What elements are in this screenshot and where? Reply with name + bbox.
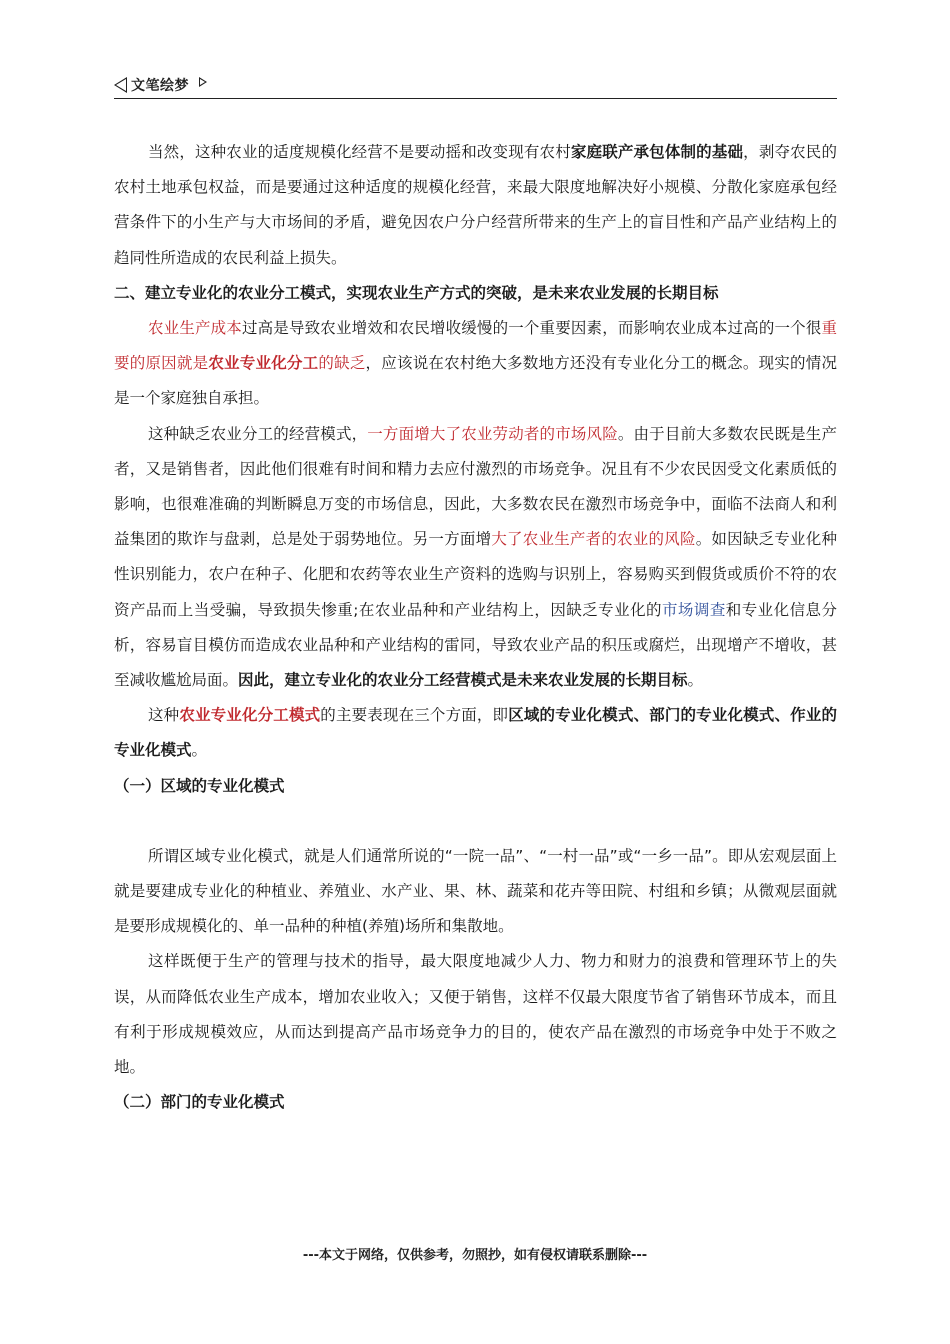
triangle-right-icon — [199, 77, 207, 87]
text-run: ，应该说在农村绝大多数地方还没有专业化分工的概念。现实的情况是一个家庭独自承担。 — [114, 354, 837, 408]
header-brand: 文笔绘梦 — [131, 78, 189, 94]
blank-line — [114, 804, 837, 839]
text-run: 这种缺乏农业分工的经营模式， — [148, 424, 368, 443]
highlight-run: 的缺乏 — [318, 354, 366, 373]
bold-run: 区域的专业化模式、部门的专业化模式、作业的专业化模式 — [114, 706, 837, 760]
paragraph-3 — [114, 417, 837, 699]
triangle-left-icon — [114, 77, 127, 93]
text-run: 和专业化信息分析，容易盲目模仿而造成农业品种和产业结构的雷同，导致农业产品的积压或腐烂，出现增产不增收，甚至减收尴尬局面。 — [114, 600, 837, 690]
text-run: 。 — [687, 671, 704, 690]
paragraph-1 — [114, 135, 837, 276]
text-run: 当然，这种农业的适度规模化经营不是要动摇和改变现有农村 — [148, 143, 571, 161]
document-body — [114, 135, 837, 1120]
highlight-run: 大了农业生产者的农业的风险 — [491, 530, 696, 549]
section-heading-2: 二、建立专业化的农业分工模式，实现农业生产方式的突破，是未来农业发展的长期目标 — [114, 283, 719, 302]
paragraph-4 — [114, 698, 837, 768]
highlight-run: 农业生产成本 — [148, 319, 242, 338]
bold-run: 家庭联产承包体制的基础 — [570, 143, 744, 161]
bold-highlight-run: 农业专业化分工模式 — [179, 706, 321, 725]
text-run: 的主要表现在三个方面，即 — [320, 706, 509, 725]
paragraph-6: 这样既便于生产的管理与技术的指导，最大限度地减少人力、物力和财力的浪费和管理环节上的失误，从而降低农业生产成本，增加农业收入；又便于销售，这样不仅最大限度节省了销售环节成本，而且有利于形成规模效应，从而达到提高产品市场竞争力的目的，使农产品在激烈的市场竞争中处于不败之地。 — [114, 952, 837, 1077]
bold-highlight-run: 农业专业化分工 — [208, 354, 319, 373]
text-run: ，剥夺农民的农村土地承包权益，而是要通过这种适度的规模化经营，来最大限度地解决好小规模、分散化家庭承包经营条件下的小生产与大市场间的矛盾，避免因农户分户经营所带来的生产上的盲目性和产品产业结构上的趋同性所造成的农民利益上损失。 — [114, 143, 837, 267]
text-run: 过高是导致农业增效和农民增收缓慢的一个重要因素，而影响农业成本过高的一个很 — [241, 319, 822, 338]
paragraph-2 — [114, 311, 837, 417]
subsection-heading-2: （二）部门的专业化模式 — [114, 1093, 285, 1112]
text-run: 这种 — [148, 706, 180, 725]
highlight-run: 一方面增大了农业劳动者的市场风险 — [367, 424, 618, 443]
highlight-run: 重要的原因就是 — [114, 319, 837, 373]
text-run: 。 — [191, 741, 208, 760]
page-footer: ---本文于网络，仅供参考，勿照抄，如有侵权请联系删除--- — [302, 1248, 648, 1263]
link-market-research[interactable]: 市场调查 — [661, 600, 726, 619]
bold-run: 因此，建立专业化的农业分工经营模式是未来农业发展的长期目标 — [238, 671, 688, 690]
page-header — [114, 72, 837, 99]
text-run: 。如因缺乏专业化种性识别能力，农户在种子、化肥和农药等农业生产资料的选购与识别上，容易购买到假货或质价不符的农资产品而上当受骗，导致损失惨重;在农业品种和产业结构上，因缺乏专业化的 — [114, 530, 837, 619]
paragraph-5: 所谓区域专业化模式，就是人们通常所说的“一院一品”、“一村一品”或“一乡一品”。即从宏观层面上就是要建成专业化的种植业、养殖业、水产业、果、林、蔬菜和花卉等田院、村组和乡镇；从微观层面就是要形成规模化的、单一品种的种植(养殖)场所和集散地。 — [114, 846, 837, 936]
text-run: 。由于目前大多数农民既是生产者，又是销售者，因此他们很难有时间和精力去应付激烈的市场竞争。况且有不少农民因受文化素质低的影响，也很难准确的判断瞬息万变的市场信息，因此，大多数农民在激烈市场竞争中，面临不法商人和利益集团的欺诈与盘剥，总是处于弱势地位。另一方面增 — [114, 424, 837, 549]
subsection-heading-1: （一）区域的专业化模式 — [114, 776, 285, 795]
